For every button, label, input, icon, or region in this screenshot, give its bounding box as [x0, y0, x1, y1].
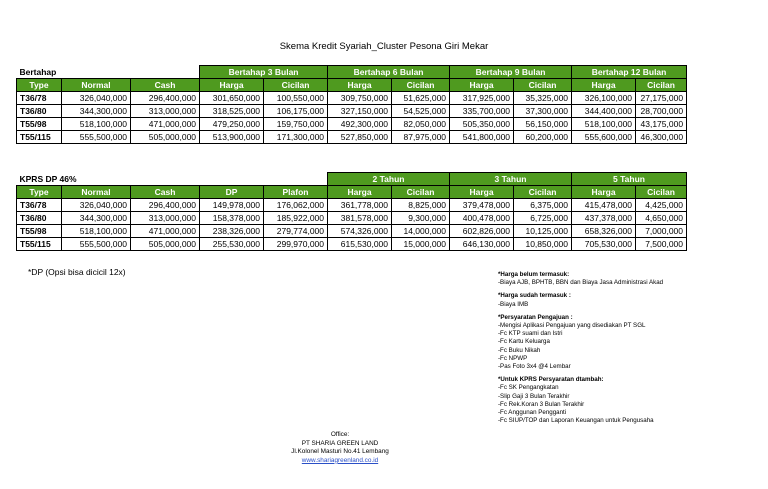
value-cell: 54,525,000	[392, 105, 450, 118]
group-header: Bertahap 3 Bulan	[200, 66, 328, 79]
group-header: Bertahap 12 Bulan	[572, 66, 687, 79]
value-cell: 238,326,000	[200, 225, 264, 238]
column-header: Harga	[328, 79, 392, 92]
value-cell: 361,778,000	[328, 199, 392, 212]
value-cell: 28,700,000	[636, 105, 687, 118]
note-heading: *Harga sudah termasuk :	[498, 292, 571, 300]
value-cell: 14,000,000	[392, 225, 450, 238]
value-cell: 7,000,000	[636, 225, 687, 238]
table-row	[17, 118, 687, 131]
note-item: -Fc Kartu Keluarga	[498, 338, 550, 346]
value-cell: 615,530,000	[328, 238, 392, 251]
value-cell: 43,175,000	[636, 118, 687, 131]
note-item: -Fc Rek.Koran 3 Bulan Terakhir	[498, 400, 585, 408]
table-row	[17, 131, 687, 144]
value-cell: 8,825,000	[392, 199, 450, 212]
value-cell: 513,900,000	[200, 131, 264, 144]
table-row	[17, 212, 687, 225]
value-cell: 106,175,000	[264, 105, 328, 118]
column-header: Harga	[450, 79, 514, 92]
column-header: Cicilan	[264, 79, 328, 92]
page-title: Skema Kredit Syariah_Cluster Pesona Giri Mekar	[279, 41, 489, 52]
value-cell: 318,525,000	[200, 105, 264, 118]
table-row	[17, 92, 687, 105]
table-row	[17, 238, 687, 251]
value-cell: 527,850,000	[328, 131, 392, 144]
column-header: Cicilan	[392, 186, 450, 199]
value-cell: 299,970,000	[264, 238, 328, 251]
value-cell: 149,978,000	[200, 199, 264, 212]
column-header: DP	[200, 186, 264, 199]
value-cell: 555,500,000	[62, 131, 131, 144]
value-cell: 658,326,000	[572, 225, 636, 238]
kprs-table	[16, 172, 687, 251]
type-cell: T36/80	[17, 212, 62, 225]
column-header: Harga	[450, 186, 514, 199]
value-cell: 56,150,000	[514, 118, 572, 131]
terms-notes	[498, 271, 663, 425]
value-cell: 171,300,000	[264, 131, 328, 144]
column-header: Harga	[328, 186, 392, 199]
table-row	[17, 105, 687, 118]
value-cell: 505,000,000	[131, 131, 200, 144]
value-cell: 37,300,000	[514, 105, 572, 118]
value-cell: 505,350,000	[450, 118, 514, 131]
value-cell: 35,325,000	[514, 92, 572, 105]
note-heading: *Persyaratan Pengajuan :	[498, 313, 573, 321]
value-cell: 505,000,000	[131, 238, 200, 251]
value-cell: 309,750,000	[328, 92, 392, 105]
note-item: -Pas Foto 3x4 @4 Lembar	[498, 363, 571, 371]
value-cell: 518,100,000	[62, 225, 131, 238]
column-header: Type	[17, 79, 62, 92]
value-cell: 313,000,000	[131, 105, 200, 118]
note-item: -Slip Gaji 3 Bulan Terakhir	[498, 392, 570, 400]
note-item: -Biaya IMB	[498, 300, 529, 308]
value-cell: 327,150,000	[328, 105, 392, 118]
value-cell: 317,925,000	[450, 92, 514, 105]
value-cell: 296,400,000	[131, 199, 200, 212]
value-cell: 7,500,000	[636, 238, 687, 251]
value-cell: 344,300,000	[62, 212, 131, 225]
value-cell: 176,062,000	[264, 199, 328, 212]
note-item: -Fc Buku Nikah	[498, 346, 541, 354]
note-heading: *Untuk KPRS Persyaratan dtambah:	[498, 376, 604, 384]
value-cell: 51,625,000	[392, 92, 450, 105]
value-cell: 27,175,000	[636, 92, 687, 105]
column-header: Cash	[131, 186, 200, 199]
value-cell: 555,500,000	[62, 238, 131, 251]
value-cell: 313,000,000	[131, 212, 200, 225]
group-header: 2 Tahun	[328, 173, 450, 186]
value-cell: 479,250,000	[200, 118, 264, 131]
value-cell: 46,300,000	[636, 131, 687, 144]
type-cell: T36/80	[17, 105, 62, 118]
value-cell: 4,425,000	[636, 199, 687, 212]
office-website-link[interactable]: www.shariagreenland.co.id	[301, 456, 379, 464]
value-cell: 296,400,000	[131, 92, 200, 105]
value-cell: 335,700,000	[450, 105, 514, 118]
column-header: Normal	[62, 186, 131, 199]
value-cell: 379,478,000	[450, 199, 514, 212]
note-heading: *Harga belum termasuk:	[498, 271, 570, 278]
value-cell: 87,975,000	[392, 131, 450, 144]
value-cell: 602,826,000	[450, 225, 514, 238]
column-header: Cicilan	[514, 79, 572, 92]
table-row	[17, 225, 687, 238]
note-item: -Fc NPWP	[498, 354, 528, 362]
dp-note: *DP (Opsi bisa dicicil 12x)	[28, 267, 126, 277]
type-cell: T36/78	[17, 92, 62, 105]
office-company: PT SHARIA GREEN LAND	[301, 439, 379, 447]
type-cell: T55/98	[17, 225, 62, 238]
column-header: Plafon	[264, 186, 328, 199]
value-cell: 518,100,000	[572, 118, 636, 131]
bertahap-table	[16, 65, 687, 144]
value-cell: 492,300,000	[328, 118, 392, 131]
type-cell: T36/78	[17, 199, 62, 212]
note-item: -Fc SIUP/TOP dan Laporan Keuangan untuk Pengusaha	[498, 417, 654, 425]
value-cell: 185,922,000	[264, 212, 328, 225]
note-item: -Fc SK Pengangkatan	[498, 384, 559, 392]
column-header: Type	[17, 186, 62, 199]
value-cell: 518,100,000	[62, 118, 131, 131]
column-header: Harga	[572, 186, 636, 199]
note-item: -Biaya AJB, BPHTB, BBN dan Biaya Jasa Administrasi Akad	[498, 279, 664, 287]
office-info	[280, 431, 400, 465]
value-cell: 6,725,000	[514, 212, 572, 225]
value-cell: 471,000,000	[131, 225, 200, 238]
column-header: Harga	[572, 79, 636, 92]
value-cell: 279,774,000	[264, 225, 328, 238]
group-header: 3 Tahun	[450, 173, 572, 186]
value-cell: 344,400,000	[572, 105, 636, 118]
value-cell: 15,000,000	[392, 238, 450, 251]
office-label: Office:	[330, 431, 350, 438]
column-header: Cicilan	[636, 79, 687, 92]
section-label: Bertahap	[17, 66, 200, 79]
office-address: Jl.Kolonel Masturi No.41 Lembang	[291, 448, 389, 456]
value-cell: 255,530,000	[200, 238, 264, 251]
value-cell: 100,550,000	[264, 92, 328, 105]
column-header: Cicilan	[392, 79, 450, 92]
note-item: -Mengisi Aplikasi Pengajuan yang disediakan PT SGL	[498, 322, 646, 330]
value-cell: 574,326,000	[328, 225, 392, 238]
value-cell: 301,650,000	[200, 92, 264, 105]
group-header: 5 Tahun	[572, 173, 687, 186]
note-item: -Fc Anggunan Pengganti	[498, 409, 567, 417]
value-cell: 4,650,000	[636, 212, 687, 225]
value-cell: 326,040,000	[62, 92, 131, 105]
value-cell: 9,300,000	[392, 212, 450, 225]
value-cell: 6,375,000	[514, 199, 572, 212]
type-cell: T55/98	[17, 118, 62, 131]
column-header: Cicilan	[636, 186, 687, 199]
value-cell: 344,300,000	[62, 105, 131, 118]
table-row	[17, 199, 687, 212]
column-header: Harga	[200, 79, 264, 92]
empty-cell	[200, 173, 328, 186]
type-cell: T55/115	[17, 238, 62, 251]
group-header: Bertahap 9 Bulan	[450, 66, 572, 79]
value-cell: 10,850,000	[514, 238, 572, 251]
value-cell: 646,130,000	[450, 238, 514, 251]
value-cell: 415,478,000	[572, 199, 636, 212]
type-cell: T55/115	[17, 131, 62, 144]
value-cell: 326,040,000	[62, 199, 131, 212]
value-cell: 541,800,000	[450, 131, 514, 144]
note-item: -Fc KTP suami dan Istri	[498, 330, 563, 338]
value-cell: 82,050,000	[392, 118, 450, 131]
column-header: Normal	[62, 79, 131, 92]
value-cell: 400,478,000	[450, 212, 514, 225]
section-label: KPRS DP 46%	[17, 173, 200, 186]
value-cell: 471,000,000	[131, 118, 200, 131]
value-cell: 326,100,000	[572, 92, 636, 105]
value-cell: 158,378,000	[200, 212, 264, 225]
value-cell: 60,200,000	[514, 131, 572, 144]
column-header: Cicilan	[514, 186, 572, 199]
value-cell: 705,530,000	[572, 238, 636, 251]
value-cell: 159,750,000	[264, 118, 328, 131]
group-header: Bertahap 6 Bulan	[328, 66, 450, 79]
column-header: Cash	[131, 79, 200, 92]
value-cell: 10,125,000	[514, 225, 572, 238]
value-cell: 437,378,000	[572, 212, 636, 225]
value-cell: 381,578,000	[328, 212, 392, 225]
value-cell: 555,600,000	[572, 131, 636, 144]
